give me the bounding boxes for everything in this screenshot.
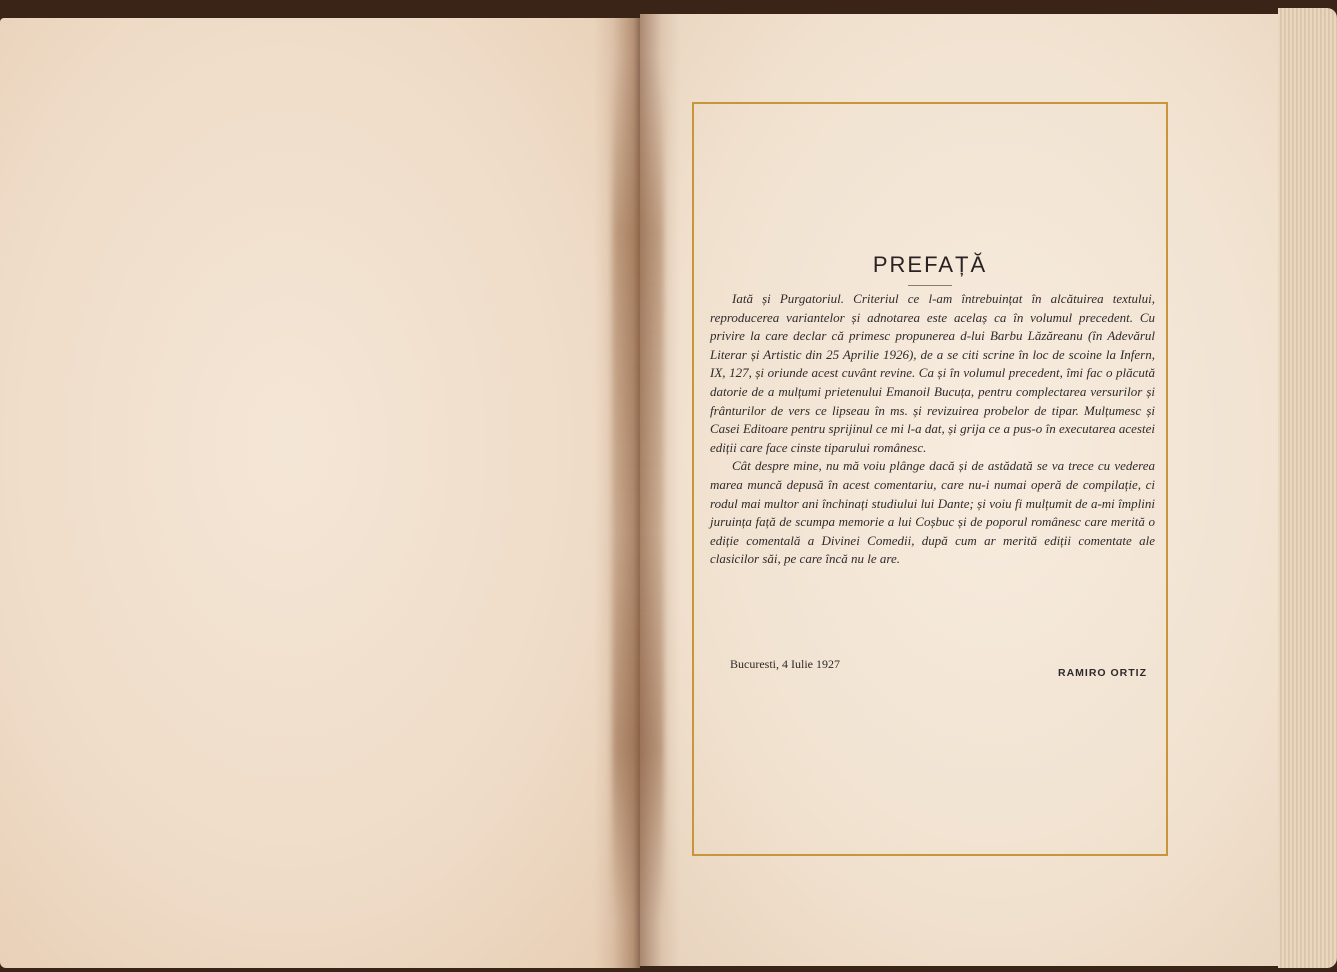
preface-body <box>710 290 1155 569</box>
spine-stain <box>612 60 664 920</box>
preface-paragraph-1: Iată și Purgatoriul. Criteriul ce l-am întrebuințat în alcătuirea textului, reproducerea variantelor și adnotarea este acelaș ca în volumul precedent. Cu privire la care declar că primesc propunerea d-lui Barbu Lăzăreanu (în Adevărul Literar și Artistic din 25 Aprilie 1926), de a se citi scrine în loc de scoine la Infern, IX, 127, și oriunde acest cuvânt revine. Ca și în volumul precedent, îmi fac o plăcută datorie de a mulțumi prietenului Emanoil Bucuța, pentru complectarea versurilor și frânturilor de vers ce lipseau în ms. și revizuirea probelor de tipar. Mulțumesc și Casei Editoare pentru sprijinul ce mi l-a dat, și grija ce a pus-o în executarea acestei ediții care face cinste tiparului românesc. <box>710 291 1155 455</box>
author-signature: RAMIRO ORTIZ <box>1058 667 1147 679</box>
date-place: Bucuresti, 4 Iulie 1927 <box>730 657 840 671</box>
page-title: PREFAȚĂ <box>872 252 988 277</box>
left-page-blank <box>0 18 640 968</box>
page-edges <box>1278 8 1337 968</box>
preface-paragraph-2: Cât despre mine, nu mă voiu plânge dacă și de astădată se va trece cu vederea marea muncă depusă în acest comentariu, care nu-i numai operă de compilație, ci rodul mai multor ani închinați studiului lui Dante; și voiu fi mulțumit de a-mi împlini juruința față de scumpa memorie a lui Coșbuc și de poporul românesc care merită o ediție comentală a Divinei Comedii, după cum ar merită ediții comentate ale clasicilor săi, pe care încă nu le are. <box>710 458 1155 567</box>
title-rule <box>908 285 952 286</box>
